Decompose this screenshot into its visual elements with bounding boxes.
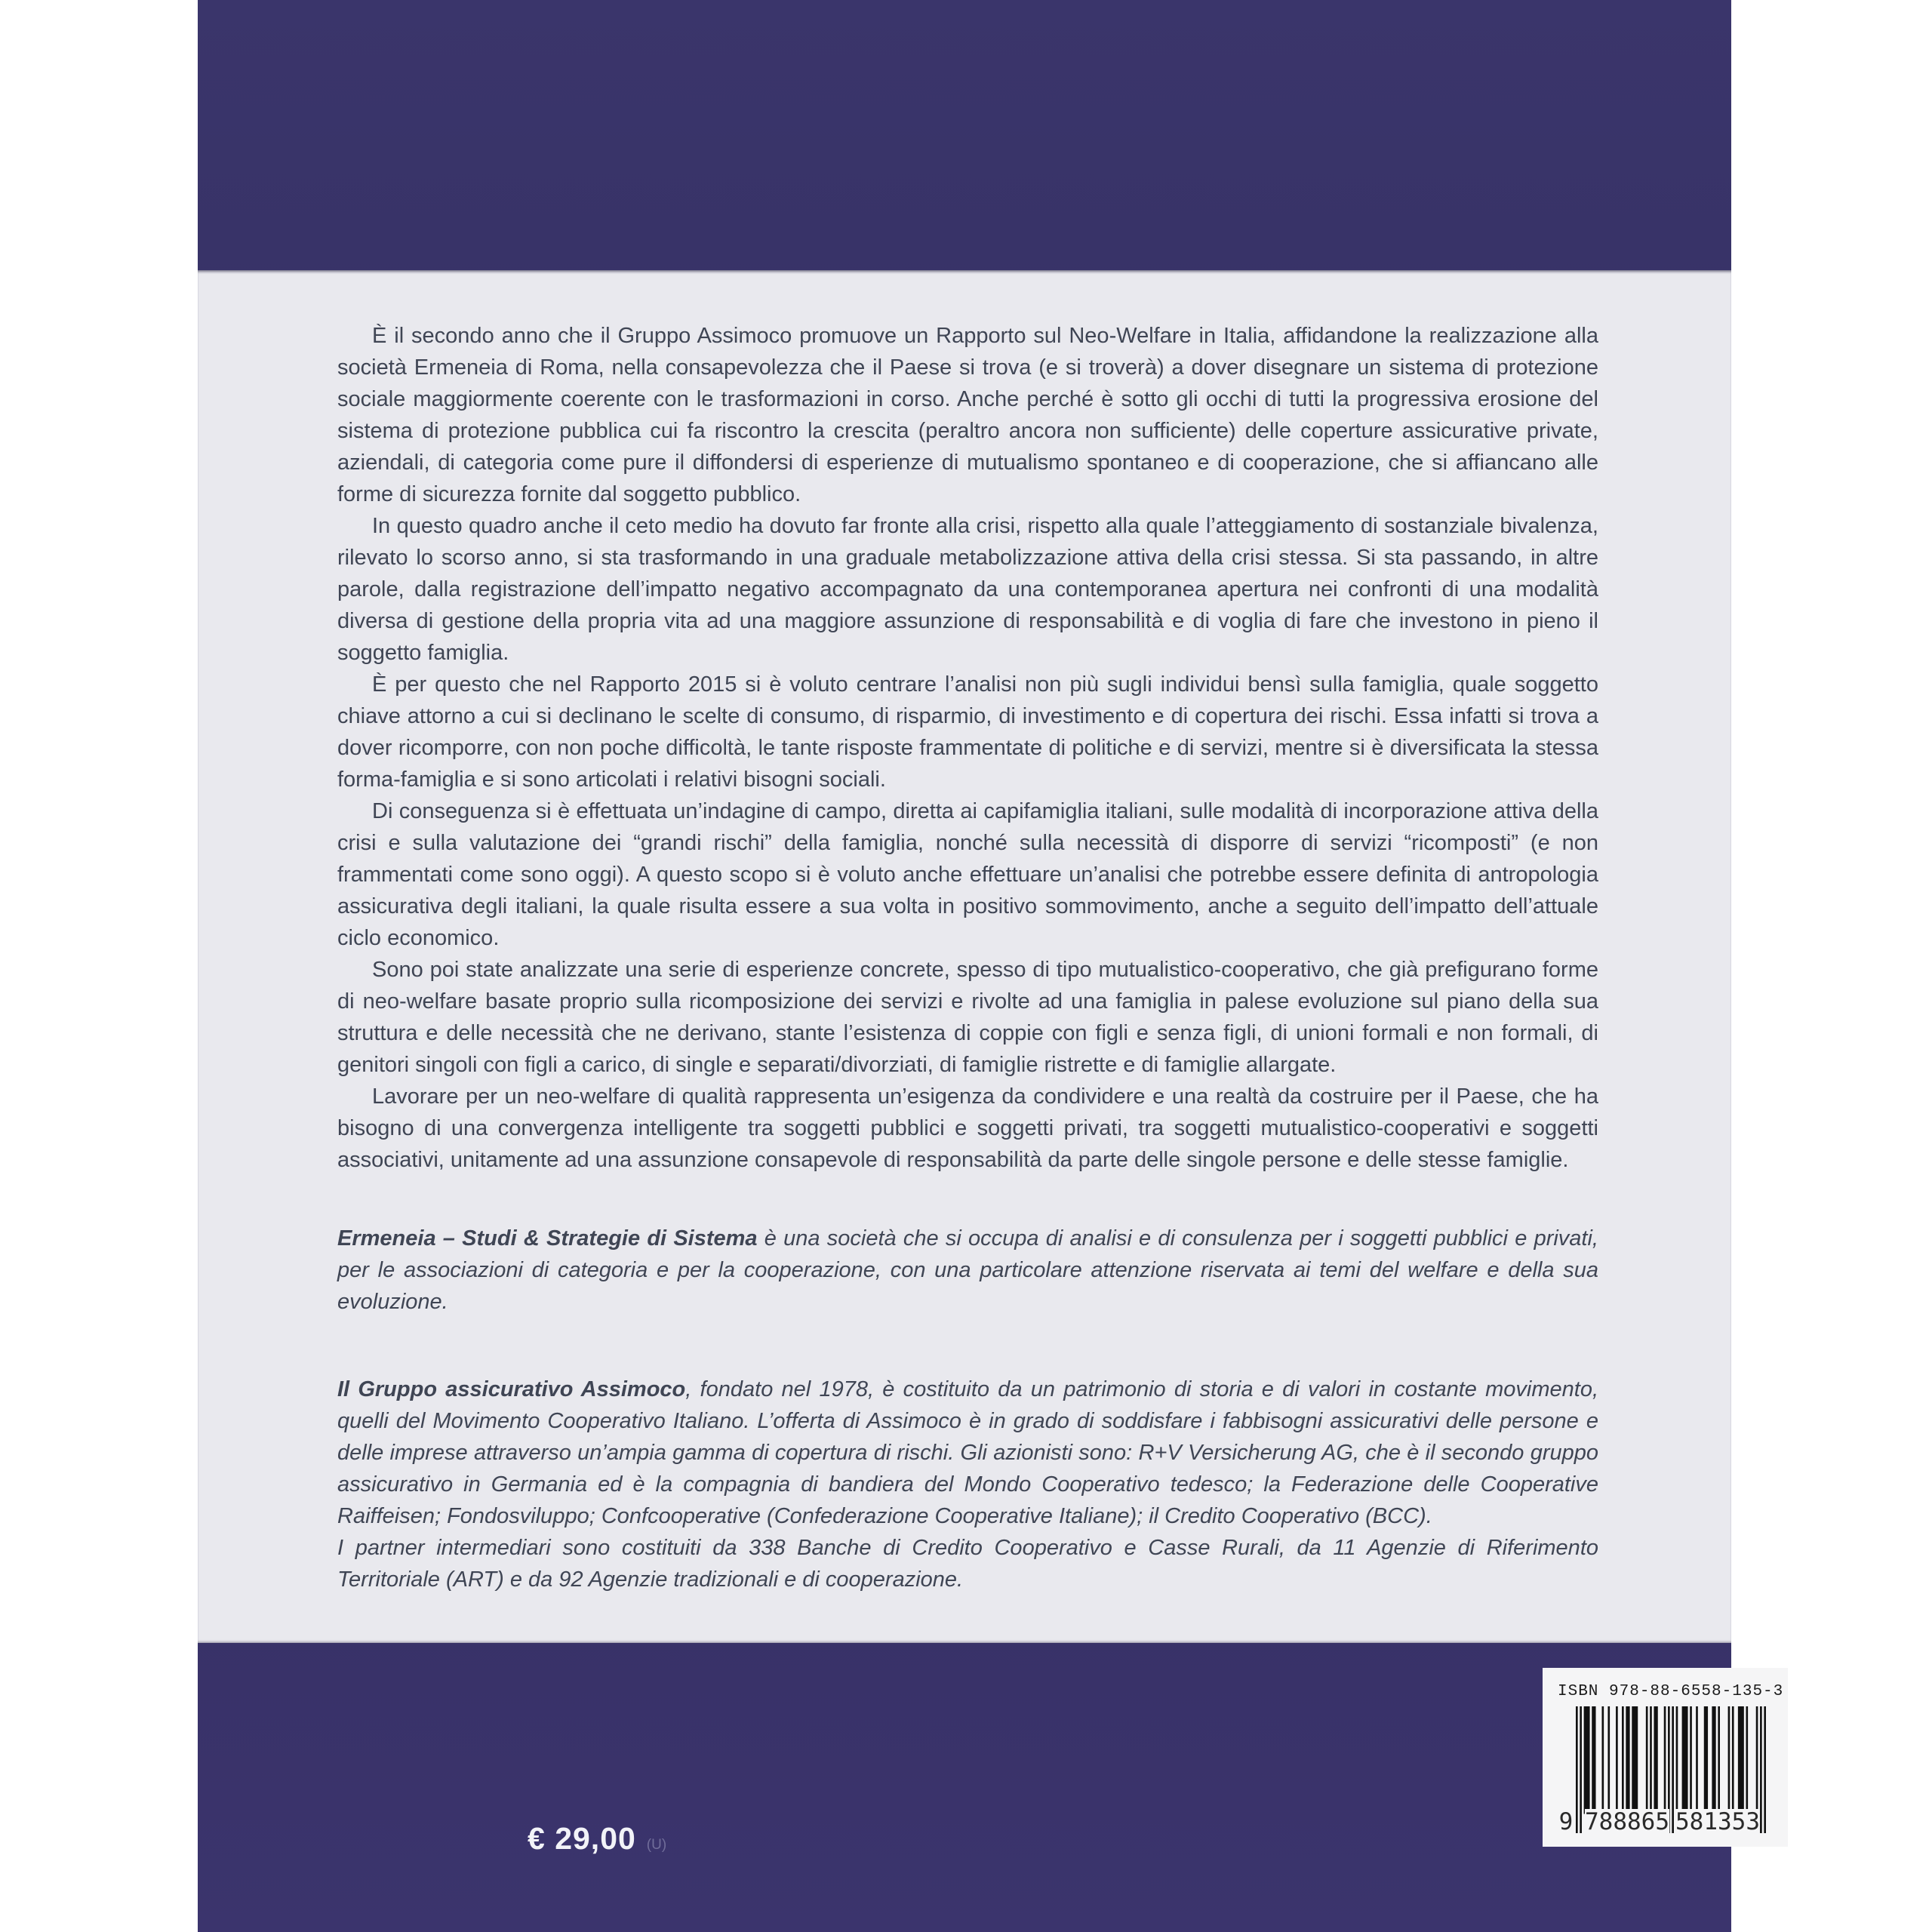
ermeneia-text: è una società che si occupa di analisi e di consulenza per i soggetti pubblici e privati, per le associazioni di categoria e per la cooperazione, con una particolare attenzione riservata ai temi del welfare e della sua evoluzione.: [337, 1226, 1598, 1314]
ean-digits-row: [1558, 1809, 1773, 1835]
blurb-paragraph: Lavorare per un neo-welfare di qualità rappresenta un’esigenza da condividere e una realtà da costruire per il Paese, che ha bisogno di una convergenza intelligente tra soggetti pubblici e soggetti privati, tra soggetti mutualistico-cooperativi e soggetti associativi, unitamente ad una assunzione consapevole di responsabilità da parte delle singole persone e delle stesse famiglie.: [337, 1084, 1598, 1172]
price-label: [528, 1821, 666, 1857]
price-note: (U): [646, 1837, 667, 1853]
blurb-paragraph: È per questo che nel Rapporto 2015 si è voluto centrare l’analisi non più sugli individui bensì sulla famiglia, quale soggetto chiave attorno a cui si declinano le scelte di consumo, di risparmio, di investimento e di copertura dei rischi. Essa infatti si trova a dover ricomporre, con non poche difficoltà, le tante risposte frammentate di politiche e di servizi, mentre si è diversificata la stessa forma-famiglia e si sono articolati i relativi bisogni sociali.: [337, 672, 1598, 792]
isbn-barcode-box: [1543, 1668, 1788, 1847]
ean13-barcode: [1558, 1706, 1773, 1835]
partners-text: I partner intermediari sono costituiti da 338 Banche di Credito Cooperativo e Casse Rurali, da 11 Agenzie di Riferimento Territoriale (ART) e da 92 Agenzie tradizionali e di cooperazione.: [337, 1536, 1598, 1592]
blurb-paragraph: È il secondo anno che il Gruppo Assimoco promuove un Rapporto sul Neo-Welfare in Italia, affidandone la realizzazione alla società Ermeneia di Roma, nella consapevolezza che il Paese si trova (e si troverà) a dover disegnare un sistema di protezione sociale maggiormente coerente con le trasformazioni in corso. Anche perché è sotto gli occhi di tutti la progressiva erosione del sistema di protezione pubblica cui fa riscontro la crescita (peraltro ancora non sufficiente) delle coperture assicurative private, aziendali, di categoria come pure il diffondersi di esperienze di mutualismo spontaneo e di cooperazione, che si affiancano alle forme di sicurezza fornite dal soggetto pubblico.: [337, 324, 1598, 506]
ean-digit-first: 9: [1558, 1808, 1574, 1835]
price-value: € 29,00: [528, 1821, 636, 1856]
ean-digit-group1: 788865: [1585, 1808, 1669, 1835]
assimoco-description: [337, 1374, 1598, 1532]
isbn-number-label: ISBN 978-88-6558-135-3: [1558, 1683, 1784, 1700]
blurb-text: [337, 320, 1598, 1595]
ean-digit-group2: 581353: [1675, 1808, 1760, 1835]
blurb-paragraph: Di conseguenza si è effettuata un’indagine di campo, diretta ai capifamiglia italiani, sulle modalità di incorporazione attiva della crisi e sulla valutazione dei “grandi rischi” della famiglia, nonché sulla necessità di disporre di servizi “ricomposti” (e non frammentati come sono oggi). A questo scopo si è voluto anche effettuare un’analisi che potrebbe essere definita di antropologia assicurativa degli italiani, la quale risulta essere a sua volta in positivo sommovimento, anche a seguito dell’impatto dell’attuale ciclo economico.: [337, 799, 1598, 950]
book-back-cover: [198, 0, 1784, 1932]
ermeneia-name: Ermeneia – Studi & Strategie di Sistema: [337, 1226, 758, 1251]
blurb-paragraph: Sono poi state analizzate una serie di esperienze concrete, spesso di tipo mutualistico-cooperativo, che già prefigurano forme di neo-welfare basate proprio sulla ricomposizione dei servizi e rivolte ad una famiglia in palese evoluzione sul piano della sua struttura e delle necessità che ne derivano, stante l’esistenza di coppie con figli e senza figli, di unioni formali e non formali, di genitori singoli con figli a carico, di single e separati/divorziati, di famiglie ristrette e di famiglie allargate.: [337, 958, 1598, 1077]
back-cover-text-panel: [198, 270, 1731, 1643]
assimoco-name: Il Gruppo assicurativo Assimoco: [337, 1377, 686, 1401]
assimoco-text: , fondato nel 1978, è costituito da un patrimonio di storia e di valori in costante movimento, quelli del Movimento Cooperativo Italiano. L’offerta di Assimoco è in grado di soddisfare i fabbisogni assicurativi delle persone e delle imprese attraverso un’ampia gamma di copertura di rischi. Gli azionisti sono: R+V Versicherung AG, che è il secondo gruppo assicurativo in Germania ed è la compagnia di bandiera del Mondo Cooperativo tedesco; la Federazione delle Cooperative Raiffeisen; Fondosviluppo; Confcooperative (Confederazione Cooperative Italiane); il Credito Cooperativo (BCC).: [337, 1377, 1599, 1528]
blurb-paragraph: In questo quadro anche il ceto medio ha dovuto far fronte alla crisi, rispetto alla quale l’atteggiamento di sostanziale bivalenza, rilevato lo scorso anno, si sta trasformando in una graduale metabolizzazione attiva della crisi stessa. Si sta passando, in altre parole, dalla registrazione dell’impatto negativo accompagnato da una contemporanea apertura nei confronti di una modalità diversa di gestione della propria vita ad una maggiore assunzione di responsabilità e di voglia di fare che investono in pieno il soggetto famiglia.: [337, 514, 1598, 665]
ermeneia-description: [337, 1223, 1598, 1318]
